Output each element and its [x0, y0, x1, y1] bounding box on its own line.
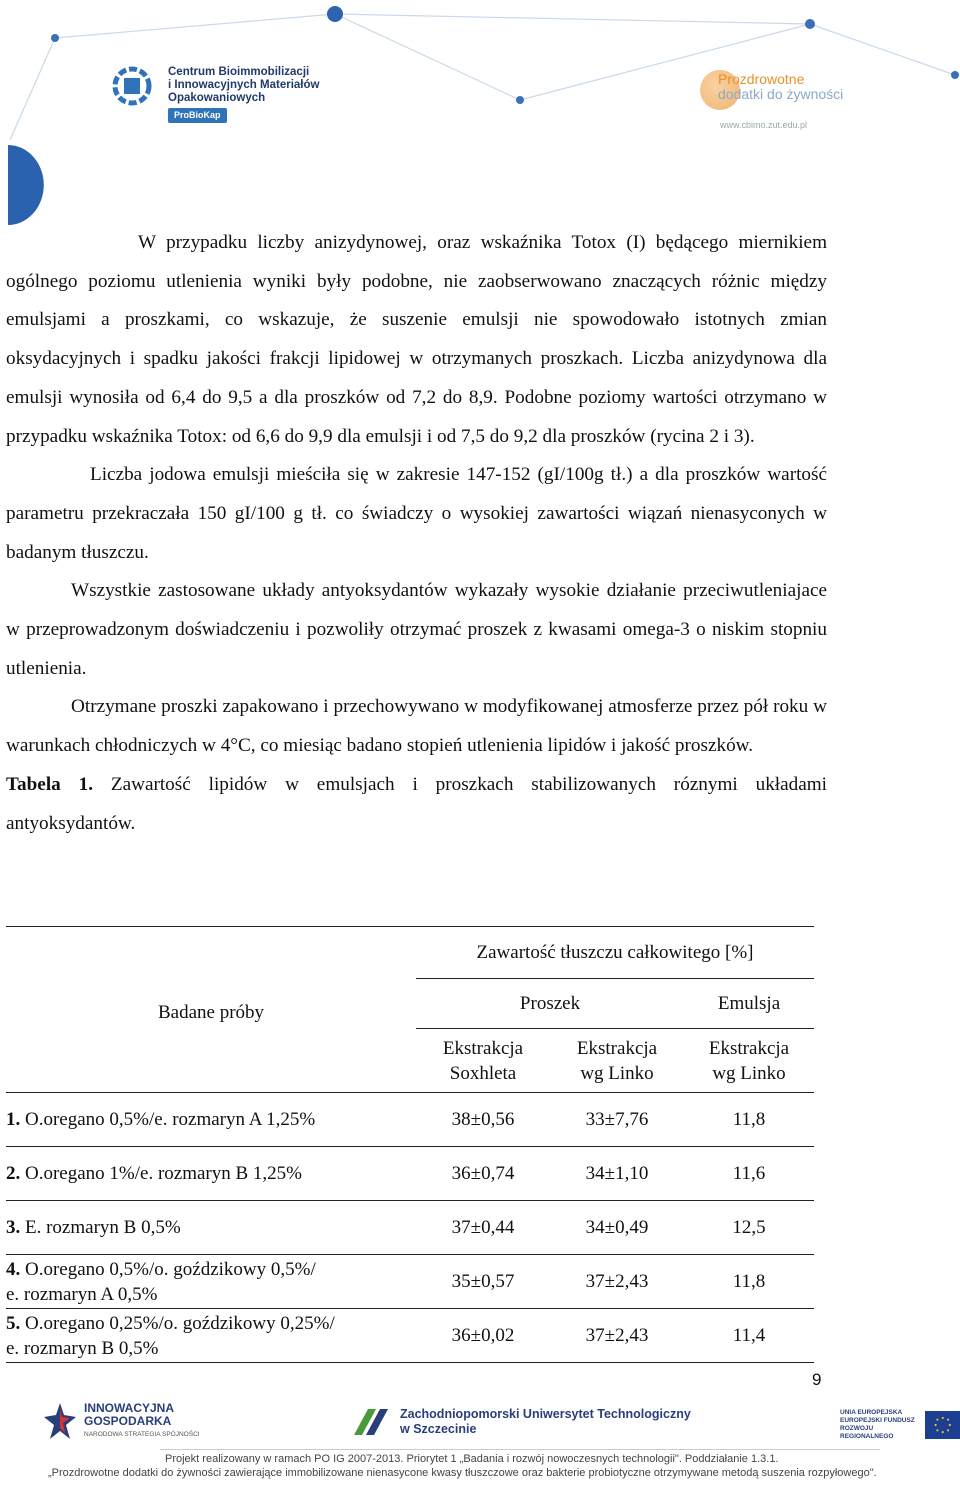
paragraph-3: Wszystkie zastosowane układy antyoksydantów wykazały wysokie działanie przeciwutleniajace w przeprowadzonym doświadczeniu i pozwoliły otrzymać proszek z kwasami omega-3 o niskim stopniu utlenienia.: [6, 580, 827, 679]
row-soxhlet: 35±0,57: [416, 1255, 550, 1309]
cbimo-right-logo: [700, 71, 844, 130]
col-soxhlet-header: [416, 1029, 550, 1093]
footer-divider: [160, 1449, 880, 1450]
row-linko-e: 11,4: [684, 1309, 814, 1363]
ue-line2: EUROPEJSKI FUNDUSZ: [840, 1417, 915, 1424]
row-linko-e: 11,8: [684, 1255, 814, 1309]
emulsja-header: Emulsja: [684, 979, 814, 1029]
lipid-table: [6, 926, 814, 1363]
paragraph-2: Liczba jodowa emulsji mieściła się w zakresie 147-152 (gI/100g tł.) a dla proszków wartość parametru przekraczała 150 gI/100 g tł. co świadczy o wysokiej zawartości wiązań nienasyconych w badanym tłuszczu.: [6, 464, 827, 563]
row-name: O.oregano 1%/e. rozmaryn B 1,25%: [20, 1162, 303, 1184]
row-name: O.oregano 0,5%/e. rozmaryn A 1,25%: [20, 1108, 316, 1130]
row-sample: [6, 1093, 416, 1147]
ig-sub: NARODOWA STRATEGIA SPÓJNOŚCI: [84, 1430, 200, 1438]
footer: [0, 1395, 960, 1485]
group-header: Zawartość tłuszczu całkowitego [%]: [416, 927, 814, 979]
row-soxhlet: 36±0,74: [416, 1147, 550, 1201]
row-name-line2: e. rozmaryn A 0,5%: [6, 1283, 158, 1305]
col-linko-e-l1: Ekstrakcja: [708, 1037, 790, 1059]
proszek-header: Proszek: [416, 979, 684, 1029]
ue-line1: UNIA EUROPEJSKA: [840, 1409, 903, 1416]
row-linko-e: 11,8: [684, 1093, 814, 1147]
row-num: 1.: [6, 1108, 21, 1130]
paragraph-1: W przypadku liczby anizydynowej, oraz wskaźnika Totox (I) będącego miernikiem ogólnego poziomu utlenienia wyniki były podobne, nie zaobserwowano znaczących różnic między emulsjami a proszkami, co wskazuje, że suszenie emulsji nie spowodowało istotnych zmian oksydacyjnych i spadku jakości frakcji lipidowej w otrzymanych proszkach. Liczba anizydynowa dla emulsji wynosiła od 6,4 do 9,5 a dla proszków od 7,2 do 8,9. Podobne poziomy wartości otrzymano w przypadku wskaźnika Totox: od 6,6 do 9,9 dla emulsji i od 7,5 do 9,2 dla proszków (rycina 2 i 3).: [6, 232, 827, 447]
row-num: 3.: [6, 1216, 21, 1238]
row-sample: [6, 1147, 416, 1201]
zut-icon: [354, 1409, 390, 1435]
row-sample: [6, 1309, 416, 1363]
row-name: O.oregano 0,25%/o. goździkowy 0,25%/: [20, 1312, 335, 1334]
table-row: [6, 1201, 814, 1255]
row-sample: [6, 1255, 416, 1309]
table-caption: [6, 766, 827, 843]
row-sample: [6, 1201, 416, 1255]
row-name: O.oregano 0,5%/o. goździkowy 0,5%/: [20, 1258, 316, 1280]
cbimo-logo: [112, 66, 319, 123]
page-number: 9: [812, 1370, 822, 1389]
row-linko-e: 12,5: [684, 1201, 814, 1255]
row-linko-p: 34±1,10: [550, 1147, 684, 1201]
row-linko-p: 33±7,76: [550, 1093, 684, 1147]
cbimo-logo-icon: [112, 66, 152, 106]
row-soxhlet: 36±0,02: [416, 1309, 550, 1363]
table-row: [6, 1255, 814, 1309]
row-num: 5.: [6, 1312, 21, 1334]
col-linko-p-l1: Ekstrakcja: [576, 1037, 658, 1059]
logo-left-badge: ProBioKap: [168, 108, 227, 123]
row-linko-p: 37±2,43: [550, 1255, 684, 1309]
col-linko-e-l2: wg Linko: [712, 1062, 786, 1084]
row-name-line2: e. rozmaryn B 0,5%: [6, 1337, 159, 1359]
sample-header: Badane próby: [157, 1001, 265, 1023]
table-row: [6, 1093, 814, 1147]
ig-line1: INNOWACYJNA: [84, 1400, 175, 1415]
col-soxhlet-l2: Soxhleta: [449, 1062, 517, 1084]
project-info: Projekt realizowany w ramach PO IG 2007-2013. Priorytet 1 „Badania i rozwój nowoczesnych technologii". Poddziałanie 1.3.1.: [165, 1453, 779, 1465]
col-soxhlet-l1: Ekstrakcja: [442, 1037, 524, 1059]
row-num: 2.: [6, 1162, 21, 1184]
zut-line1: Zachodniopomorski Uniwersytet Technologiczny: [400, 1407, 691, 1421]
innowacyjna-gospodarka-logo: [44, 1401, 200, 1441]
row-linko-e: 11,6: [684, 1147, 814, 1201]
col-linko-p-l2: wg Linko: [580, 1062, 654, 1084]
row-soxhlet: 38±0,56: [416, 1093, 550, 1147]
logo-right-line2: dodatki do żywności: [718, 86, 844, 102]
eu-flag-icon: [925, 1411, 960, 1439]
caption-label: Tabela 1.: [6, 773, 93, 795]
row-num: 4.: [6, 1258, 21, 1280]
col-linko-proszek-header: [550, 1029, 684, 1093]
row-linko-p: 34±0,49: [550, 1201, 684, 1255]
logo-right-url: www.cbimo.zut.edu.pl: [720, 120, 808, 130]
logo-left-line3: Opakowaniowych: [168, 92, 266, 104]
ig-star-icon: [44, 1401, 76, 1441]
caption-text: Zawartość lipidów w emulsjach i proszkach stabilizowanych róznymi układami antyoksydantów.: [6, 773, 827, 834]
body-text: [6, 224, 827, 843]
logo-left-line2: i Innowacyjnych Materiałów: [168, 79, 320, 91]
table-row: [6, 1309, 814, 1363]
logo-left-line1: Centrum Bioimmobilizacji: [168, 66, 310, 78]
zut-line2: w Szczecinie: [400, 1422, 477, 1436]
row-name: E. rozmaryn B 0,5%: [20, 1216, 181, 1238]
zut-logo: [354, 1407, 691, 1437]
table-row: [6, 1147, 814, 1201]
paragraph-4: Otrzymane proszki zapakowano i przechowywano w modyfikowanej atmosferze przez pół roku w warunkach chłodniczych w 4°C, co miesiąc badano stopień utlenienia lipidów i jakość proszków.: [6, 696, 827, 757]
logo-right-line1: Prozdrowotne: [718, 71, 805, 87]
col-linko-emulsja-header: [684, 1029, 814, 1093]
row-soxhlet: 37±0,44: [416, 1201, 550, 1255]
ue-logo: [840, 1409, 960, 1441]
row-linko-p: 37±2,43: [550, 1309, 684, 1363]
ig-line2: GOSPODARKA: [84, 1413, 172, 1428]
project-description: „Prozdrowotne dodatki do żywności zawierające immobilizowane nienasycone kwasy tłuszczowe oraz bakterie probiotyczne otrzymywane metodą suszenia rozpyłowego".: [48, 1467, 877, 1479]
ue-line3: ROZWOJU REGIONALNEGO: [840, 1425, 894, 1440]
